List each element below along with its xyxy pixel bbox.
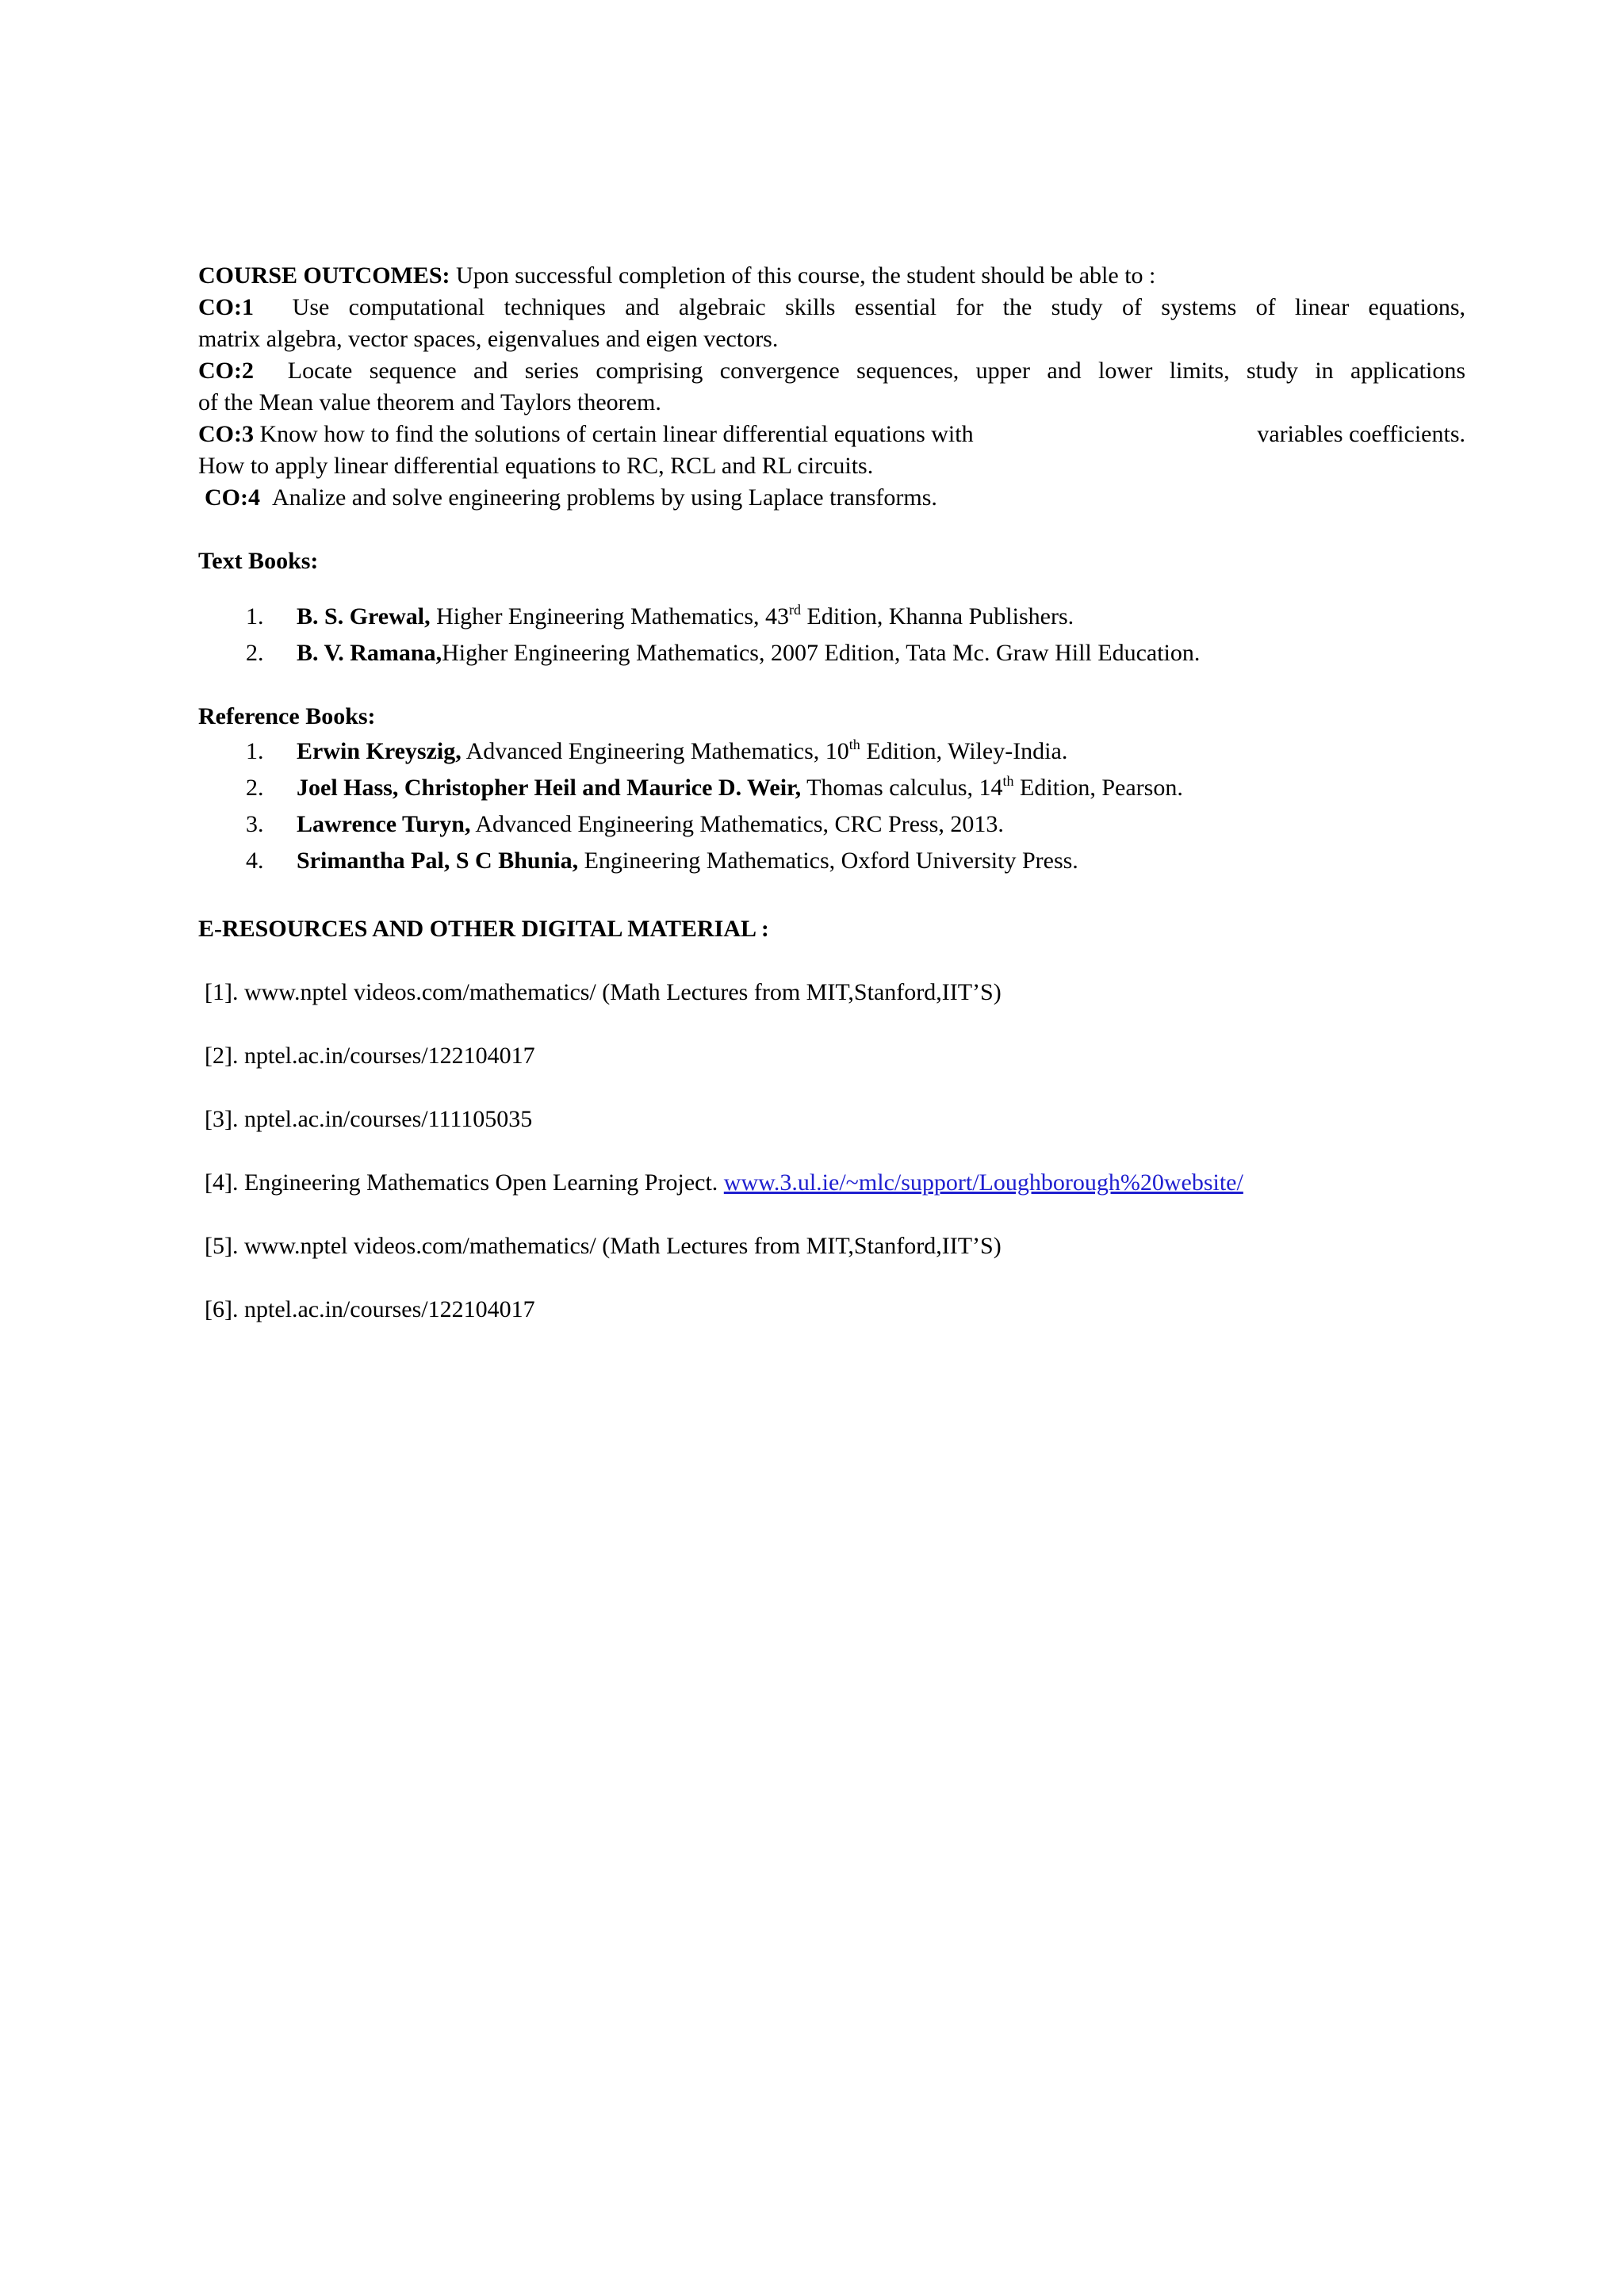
- co2-label: CO:2: [198, 358, 254, 384]
- loughborough-website-link[interactable]: www.3.ul.ie/~mlc/support/Loughborough%20website/: [723, 1169, 1243, 1196]
- co3-text-1b: variables coefficients.: [1257, 421, 1465, 447]
- co3-line-1: [198, 419, 1465, 450]
- course-outcomes-intro: Upon successful completion of this course, the student should be able to :: [456, 262, 1156, 289]
- text-book-item: [246, 601, 1074, 633]
- book-title-rest: Edition, Wiley-India.: [860, 738, 1068, 764]
- co3-label: CO:3: [198, 421, 254, 447]
- course-outcomes-heading: COURSE OUTCOMES:: [198, 262, 450, 289]
- book-title: Higher Engineering Mathematics, 2007 Edition, Tata Mc. Graw Hill Education.: [442, 640, 1201, 666]
- reference-books-heading: Reference Books:: [198, 703, 376, 729]
- eresource-item: [3]. nptel.ac.in/courses/111105035: [205, 1106, 533, 1132]
- book-title: Higher Engineering Mathematics, 43: [430, 603, 789, 629]
- edition-superscript: th: [1002, 773, 1014, 789]
- course-outcomes-intro-line: [198, 260, 1155, 292]
- text-book-item: [246, 637, 1200, 669]
- co2-line-1: [198, 355, 1465, 387]
- list-number: 2.: [246, 640, 264, 666]
- list-number: 1.: [246, 738, 264, 764]
- eresource-item: [2]. nptel.ac.in/courses/122104017: [205, 1043, 535, 1069]
- co4-label: CO:4: [205, 484, 260, 511]
- reference-book-item: [246, 772, 1183, 804]
- list-number: 1.: [246, 603, 264, 629]
- co2-line-2: of the Mean value theorem and Taylors theorem.: [198, 389, 661, 415]
- book-title: Advanced Engineering Mathematics, 10: [461, 738, 849, 764]
- edition-superscript: th: [848, 737, 860, 752]
- list-number: 3.: [246, 811, 264, 837]
- co1-line-1: [198, 292, 1465, 323]
- edition-superscript: rd: [789, 602, 801, 618]
- eresource-item: [6]. nptel.ac.in/courses/122104017: [205, 1296, 535, 1322]
- co3-line-2: How to apply linear differential equations to RC, RCL and RL circuits.: [198, 453, 874, 479]
- eresources-heading: E-RESOURCES AND OTHER DIGITAL MATERIAL :: [198, 916, 769, 942]
- book-title: Engineering Mathematics, Oxford University Press.: [578, 848, 1078, 874]
- eresource-item: [205, 1167, 1243, 1199]
- book-author: B. V. Ramana,: [297, 640, 442, 666]
- book-title-rest: Edition, Khanna Publishers.: [801, 603, 1074, 629]
- eresource-item: [5]. www.nptel videos.com/mathematics/ (Math Lectures from MIT,Stanford,IIT’S): [205, 1233, 1002, 1259]
- book-author: Lawrence Turyn,: [297, 811, 471, 837]
- book-author: B. S. Grewal,: [297, 603, 431, 629]
- co1-text-1: Use computational techniques and algebraic skills essential for the study of systems of linear equations,: [292, 294, 1466, 320]
- reference-book-item: [246, 736, 1067, 767]
- book-title-rest: Edition, Pearson.: [1013, 775, 1183, 801]
- list-number: 4.: [246, 848, 264, 874]
- text-books-heading: Text Books:: [198, 548, 319, 574]
- co2-text-1: Locate sequence and series comprising convergence sequences, upper and lower limits, study in applications: [287, 358, 1465, 384]
- co1-label: CO:1: [198, 294, 254, 320]
- co1-line-2: matrix algebra, vector spaces, eigenvalues and eigen vectors.: [198, 326, 779, 352]
- co3-text-1a: Know how to find the solutions of certain linear differential equations with: [259, 421, 974, 447]
- book-author: Erwin Kreyszig,: [297, 738, 462, 764]
- book-title: Advanced Engineering Mathematics, CRC Press, 2013.: [470, 811, 1004, 837]
- book-title: Thomas calculus, 14: [801, 775, 1003, 801]
- co4-line: [205, 482, 937, 514]
- book-author: Joel Hass, Christopher Heil and Maurice D. Weir,: [297, 775, 802, 801]
- reference-book-item: [246, 845, 1078, 877]
- co3-text-1a-wrap: [198, 419, 974, 450]
- eresource-text: [4]. Engineering Mathematics Open Learning Project.: [205, 1169, 724, 1196]
- list-number: 2.: [246, 775, 264, 801]
- eresource-item: [1]. www.nptel videos.com/mathematics/ (Math Lectures from MIT,Stanford,IIT’S): [205, 979, 1002, 1005]
- book-author: Srimantha Pal, S C Bhunia,: [297, 848, 579, 874]
- reference-book-item: [246, 809, 1004, 840]
- co4-text: Analize and solve engineering problems by using Laplace transforms.: [272, 484, 937, 511]
